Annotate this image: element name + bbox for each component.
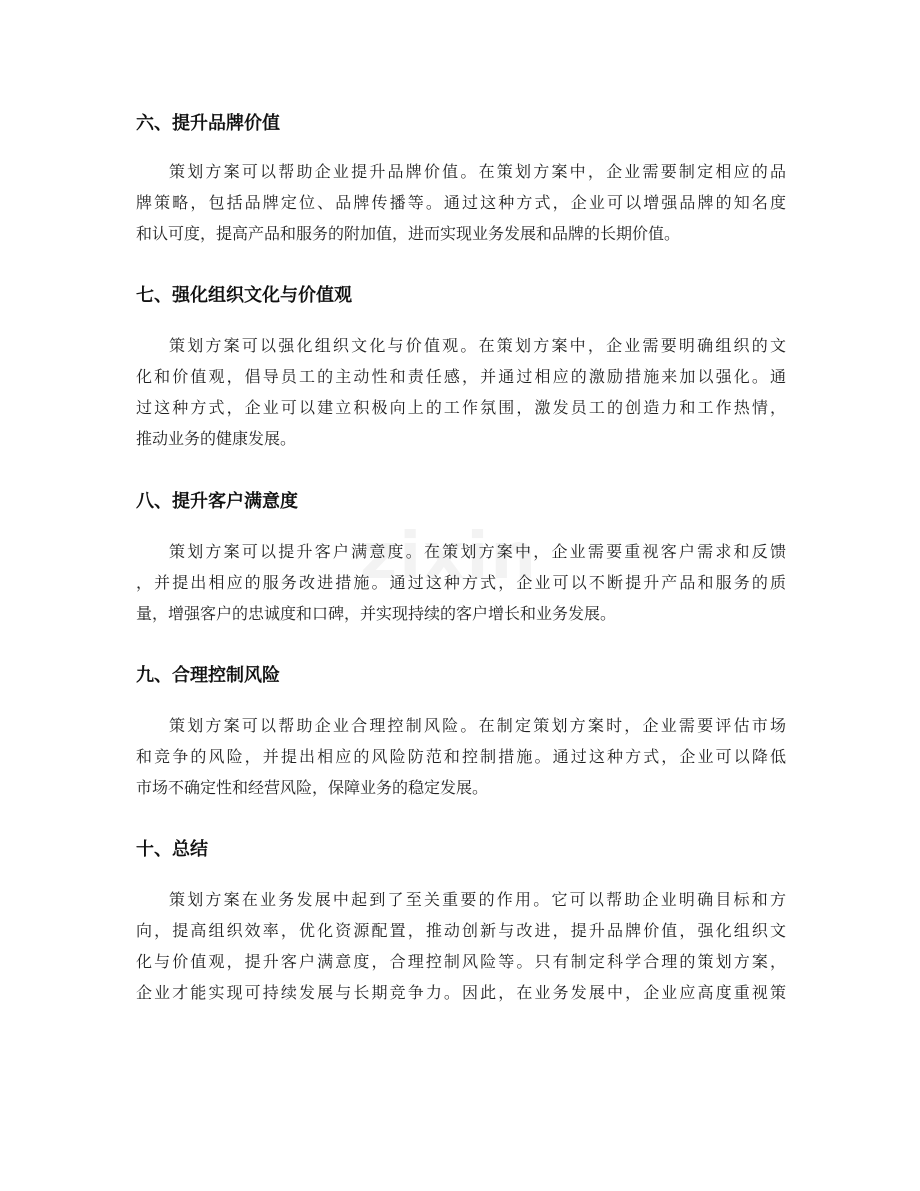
paragraph-line: 策划方案在业务发展中起到了至关重要的作用。它可以帮助企业明确目标和方 — [169, 890, 786, 909]
paragraph-line: 牌策略，包括品牌定位、品牌传播等。通过这种方式，企业可以增强品牌的知名度 — [136, 193, 786, 212]
section-heading-7: 七、强化组织文化与价值观 — [136, 285, 352, 306]
section-heading-10: 十、总结 — [136, 839, 208, 860]
section-heading-9: 九、合理控制风险 — [136, 665, 280, 686]
paragraph-line: 策划方案可以帮助企业合理控制风险。在制定策划方案时，企业需要评估市场 — [169, 716, 786, 735]
paragraph-line: 策划方案可以提升客户满意度。在策划方案中，企业需要重视客户需求和反馈 — [169, 542, 786, 561]
section-paragraph-6 — [136, 156, 786, 249]
paragraph-line: 策划方案可以强化组织文化与价值观。在策划方案中，企业需要明确组织的文 — [169, 336, 786, 355]
paragraph-line: 化与价值观，提升客户满意度，合理控制风险等。只有制定科学合理的策划方案， — [136, 952, 786, 971]
paragraph-line: 策划方案可以帮助企业提升品牌价值。在策划方案中，企业需要制定相应的品 — [169, 162, 786, 181]
section-paragraph-7 — [136, 330, 786, 454]
paragraph-line: 企业才能实现可持续发展与长期竞争力。因此，在业务发展中，企业应高度重视策 — [136, 983, 786, 1002]
section-paragraph-10 — [136, 884, 786, 1008]
section-heading-8: 八、提升客户满意度 — [136, 491, 298, 512]
section-heading-6: 六、提升品牌价值 — [136, 113, 280, 134]
paragraph-line: 和认可度，提高产品和服务的附加值，进而实现业务发展和品牌的长期价值。 — [136, 224, 681, 243]
paragraph-line: 推动业务的健康发展。 — [136, 429, 297, 448]
section-paragraph-8 — [136, 536, 786, 629]
paragraph-line: 化和价值观，倡导员工的主动性和责任感，并通过相应的激励措施来加以强化。通 — [136, 367, 786, 386]
paragraph-line: ，并提出相应的服务改进措施。通过这种方式，企业可以不断提升产品和服务的质 — [136, 573, 786, 592]
section-paragraph-9 — [136, 710, 786, 803]
watermark: zixin — [360, 520, 538, 594]
paragraph-line: 和竞争的风险，并提出相应的风险防范和控制措施。通过这种方式，企业可以降低 — [136, 747, 786, 766]
paragraph-line: 过这种方式，企业可以建立积极向上的工作氛围，激发员工的创造力和工作热情， — [136, 398, 786, 417]
paragraph-line: 市场不确定性和经营风险，保障业务的稳定发展。 — [136, 778, 489, 797]
paragraph-line: 向，提高组织效率，优化资源配置，推动创新与改进，提升品牌价值，强化组织文 — [136, 921, 786, 940]
paragraph-line: 量，增强客户的忠诚度和口碑，并实现持续的客户增长和业务发展。 — [136, 604, 617, 623]
